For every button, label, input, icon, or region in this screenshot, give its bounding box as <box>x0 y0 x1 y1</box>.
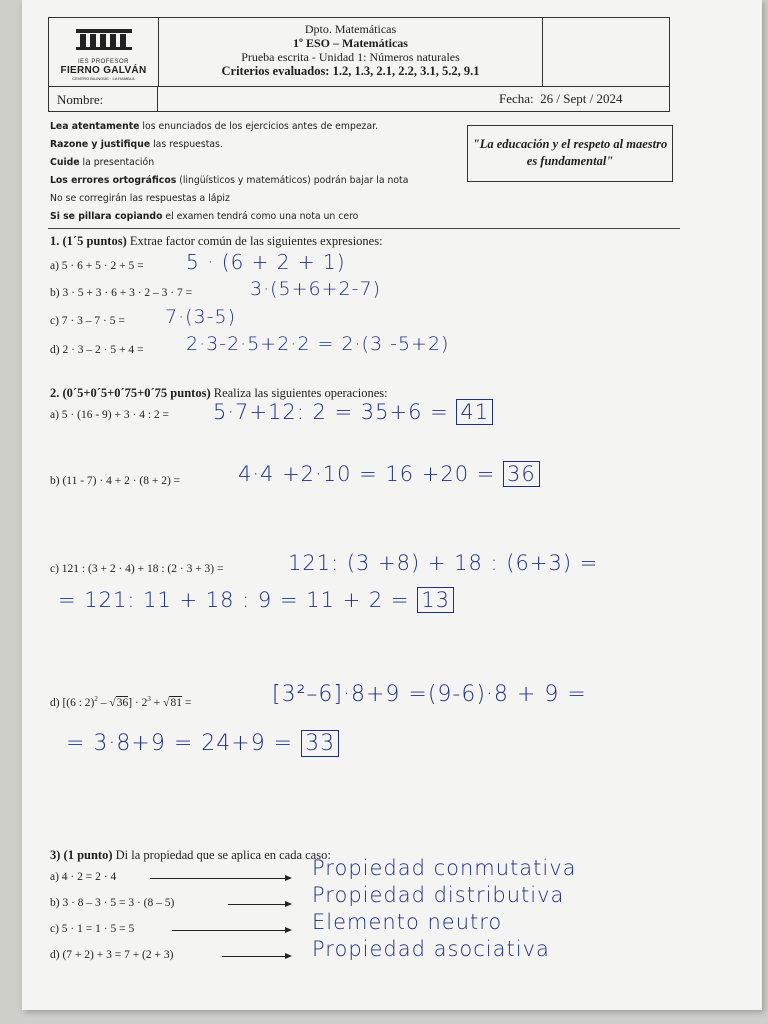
rule-bold: Cuide <box>50 157 80 168</box>
q3-item-a-label: a) 4 · 2 = 2 · 4 <box>50 871 117 883</box>
name-label: Nombre: <box>57 92 104 107</box>
q2-item-c-answer-line2 <box>58 588 454 612</box>
q2-item-b-answer <box>238 462 540 486</box>
q1-item-d-answer: 2·3-2·5+2·2 = 2·(3 -5+2) <box>186 333 450 355</box>
exam-rules <box>50 118 470 226</box>
q3-item-d-answer: Propiedad asociativa <box>312 937 550 961</box>
expr-part: – <box>97 696 110 709</box>
question-2-title <box>50 386 388 401</box>
q3-item-b-label: b) 3 · 8 – 3 · 5 = 3 · (8 – 5) <box>50 897 175 909</box>
date-field <box>499 91 623 107</box>
rule-bold: Razone y justifique <box>50 139 151 150</box>
rule-item <box>50 118 470 136</box>
school-building-icon <box>74 28 134 50</box>
date-label: Fecha: <box>499 91 534 106</box>
q2-item-a-label: a) 5 · (16 - 9) + 3 · 4 : 2 = <box>50 409 169 421</box>
q3-item-c-answer: Elemento neutro <box>312 910 503 934</box>
divider-line <box>48 228 680 229</box>
logo-tagline: CENTRO BILINGÜE · LA RAMBLA <box>72 76 135 81</box>
q3-item-b-answer: Propiedad distributiva <box>312 883 565 907</box>
expr-exponent: 3 <box>147 695 151 703</box>
q2-item-a-answer <box>213 400 493 424</box>
q2-item-d-answer-line1: [3²–6]·8+9 =(9-6)·8 + 9 = <box>272 682 587 707</box>
q2-item-d-label: d) [(6 : $2)^2 - √36] \cdot 2^3 + √81$ = <box>50 695 192 709</box>
answer-result: 36 <box>503 461 540 487</box>
expr-exponent: 2 <box>94 695 98 703</box>
divider <box>157 87 158 111</box>
rule-text: el examen tendrá como una nota un cero <box>162 211 359 222</box>
q2-item-b-label: b) (11 - 7) · 4 + 2 · (8 + 2) = <box>50 475 181 487</box>
question-1-title <box>50 234 383 249</box>
expr-radicand: 81 <box>170 696 182 709</box>
question-text: Extrae factor común de las siguientes expresiones: <box>126 234 383 248</box>
rule-text: la presentación <box>79 157 155 168</box>
answer-work: 4·4 +2·10 = 16 +20 = <box>238 462 496 486</box>
expr-radicand: 36 <box>116 696 129 709</box>
q1-item-b-label: b) 3 · 5 + 3 · 6 + 3 · 2 – 3 · 7 = <box>50 287 193 299</box>
logo-school-small: IES PROFESOR <box>77 59 129 65</box>
rule-bold: Lea atentamente <box>50 121 140 132</box>
arrow-icon <box>228 904 290 905</box>
school-logo <box>49 18 159 86</box>
q1-item-d-label: d) 2 · 3 – 2 · 5 + 4 = <box>50 344 144 356</box>
expr-part: = <box>181 696 192 709</box>
q3-item-d-label: d) (7 + 2) + 3 = 7 + (2 + 3) <box>50 949 174 961</box>
answer-result: 13 <box>417 587 454 613</box>
arrow-icon <box>222 956 290 957</box>
expr-part: + <box>150 696 164 709</box>
q2-item-d-answer-line2 <box>66 731 339 756</box>
q2-item-c-label: c) 121 : (3 + 2 · 4) + 18 : (2 · 3 + 3) = <box>50 563 224 575</box>
arrow-icon <box>150 878 290 879</box>
rule-item <box>50 154 470 172</box>
grade-cell <box>543 18 669 86</box>
department: Dpto. Matemáticas <box>304 22 397 36</box>
rule-text: (lingüísticos y matemáticos) podrán bajar la nota <box>176 175 409 186</box>
q2-item-c-answer-line1: 121: (3 +8) + 18 : (6+3) = <box>288 551 599 575</box>
logo-school-name: FIERNO GALVÁN <box>60 65 147 76</box>
date-value: 26 / Sept / 2024 <box>540 91 623 106</box>
rule-text: No se corregirán las respuestas a lápiz <box>50 193 230 204</box>
criteria: Criterios evaluados: 1.2, 1.3, 2.1, 2.2, 3.1, 5.2, 9.1 <box>221 64 480 78</box>
rule-item <box>50 190 470 208</box>
question-points: 1. (1´5 puntos) <box>50 234 127 248</box>
answer-work: = 3·8+9 = 24+9 = <box>66 731 294 756</box>
name-date-row <box>49 86 669 111</box>
test-title: Prueba escrita - Unidad 1: Números naturales <box>241 50 460 64</box>
answer-work: 5·7+12: 2 = 35+6 = <box>213 400 449 424</box>
question-text: Di la propiedad que se aplica en cada caso: <box>112 848 331 862</box>
rule-item <box>50 172 470 190</box>
q1-item-a-answer: 5 · (6 + 2 + 1) <box>186 250 346 274</box>
exam-header <box>48 17 670 112</box>
rule-bold: Si se pillara copiando <box>50 211 163 222</box>
expr-part: d) [(6 : 2) <box>50 696 95 709</box>
q3-item-c-label: c) 5 · 1 = 1 · 5 = 5 <box>50 923 135 935</box>
rule-text: las respuestas. <box>150 139 223 150</box>
question-3-title <box>50 848 331 863</box>
rule-item <box>50 136 470 154</box>
rule-bold: Los errores ortográficos <box>50 175 177 186</box>
answer-result: 41 <box>456 399 493 425</box>
q1-item-b-answer: 3·(5+6+2-7) <box>250 278 382 300</box>
exam-info <box>159 18 543 86</box>
q1-item-c-label: c) 7 · 3 – 7 · 5 = <box>50 315 125 327</box>
arrow-icon <box>172 930 290 931</box>
question-points: 2. (0´5+0´5+0´75+0´75 puntos) <box>50 386 211 400</box>
q1-item-a-label: a) 5 · 6 + 5 · 2 + 5 = <box>50 260 144 272</box>
rule-text: los enunciados de los ejercicios antes de empezar. <box>139 121 379 132</box>
q1-item-c-answer: 7·(3-5) <box>165 306 236 328</box>
answer-result: 33 <box>301 730 339 757</box>
motto-box: "La educación y el respeto al maestro es fundamental" <box>467 125 673 182</box>
rule-item <box>50 208 470 226</box>
expr-part: ] · 2 <box>128 696 148 709</box>
q3-item-a-answer: Propiedad conmutativa <box>312 856 577 880</box>
question-points: 3) (1 punto) <box>50 848 113 862</box>
question-text: Realiza las siguientes operaciones: <box>210 386 388 400</box>
answer-work: = 121: 11 + 18 : 9 = 11 + 2 = <box>58 588 410 612</box>
course: 1º ESO – Matemáticas <box>293 36 408 50</box>
